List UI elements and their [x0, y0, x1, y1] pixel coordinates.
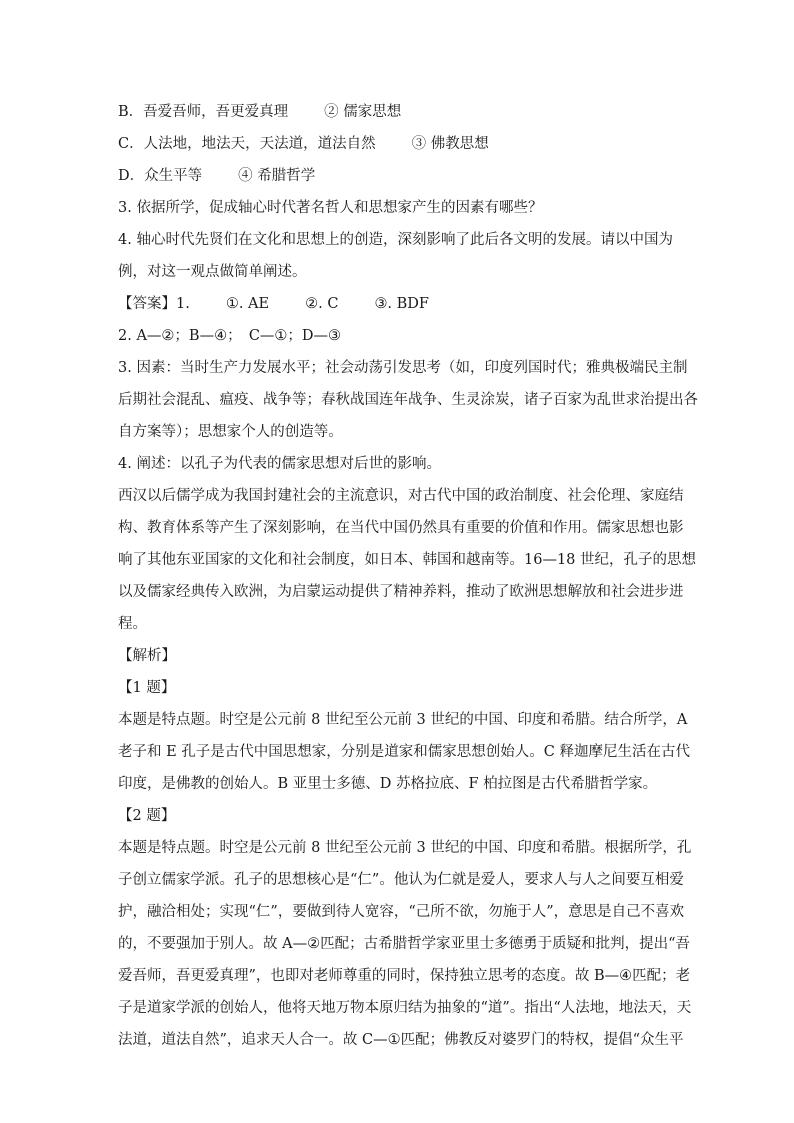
answer-2: 2. A—②；B—④； C—①；D—③	[118, 328, 342, 344]
analysis-section-1-label: 【1 题】	[118, 680, 176, 696]
option-c-match: ③ 佛教思想	[411, 136, 489, 152]
option-b-match: ② 儒家思想	[324, 104, 402, 120]
document-content	[118, 96, 698, 1056]
analysis-2-line-1: 本题是特点题。时空是公元前 8 世纪至公元前 3 世纪的中国、印度和希腊。根据所学，孔	[118, 840, 692, 856]
answer-4-line-3: 构、教育体系等产生了深刻影响，在当代中国仍然具有重要的价值和作用。儒家思想也影	[118, 520, 684, 536]
analysis-2-line-5: 爱吾师，吾更爱真理”，也即对老师尊重的同时，保持独立思考的态度。故 B—④匹配；老	[118, 968, 691, 984]
analysis-label: 【解析】	[118, 648, 176, 664]
answer-3-line-1: 3. 因素：当时生产力发展水平；社会动荡引发思考（如，印度列国时代；雅典极端民主制	[118, 360, 688, 376]
answer-1: 【答案】1. ①. AE ②. C ③. BDF	[118, 296, 429, 312]
answer-4-line-5: 以及儒家经典传入欧洲，为启蒙运动提供了精神养料，推动了欧洲思想解放和社会进步进	[118, 584, 684, 600]
question-4-line-1: 4. 轴心时代先贤们在文化和思想上的创造，深刻影响了此后各文明的发展。请以中国为	[118, 232, 673, 248]
answer-3-line-3: 自方案等）；思想家个人的创造等。	[118, 424, 343, 440]
answer-4-line-2: 西汉以后儒学成为我国封建社会的主流意识，对古代中国的政治制度、社会伦理、家庭结	[118, 488, 684, 504]
analysis-2-line-2: 子创立儒家学派。孔子的思想核心是“仁”。他认为仁就是爱人，要求人与人之间要互相爱	[118, 872, 684, 888]
question-4-line-2: 例，对这一观点做简单阐述。	[118, 264, 307, 280]
answer-label: 【答案】	[118, 296, 176, 312]
analysis-1-line-2: 老子和 E 孔子是古代中国思想家，分别是道家和儒家思想创始人。C 释迦摩尼生活在古代	[118, 744, 691, 760]
question-3: 3. 依据所学，促成轴心时代著名哲人和思想家产生的因素有哪些？	[118, 200, 543, 216]
analysis-1-line-3: 印度，是佛教的创始人。B 亚里士多德、D 苏格拉底、F 柏拉图是古代希腊哲学家。	[118, 776, 658, 792]
answer-4-line-4: 响了其他东亚国家的文化和社会制度，如日本、韩国和越南等。16—18 世纪，孔子的思想	[118, 552, 697, 568]
answer-3-line-2: 后期社会混乱、瘟疫、战争等；春秋战国连年战争、生灵涂炭，诸子百家为乱世求治提出各	[118, 392, 698, 408]
option-b: B．吾爱吾师，吾更爱真理 ② 儒家思想	[118, 104, 402, 120]
analysis-section-2-label: 【2 题】	[118, 808, 176, 824]
answer-4-line-1: 4. 阐述：以孔子为代表的儒家思想对后世的影响。	[118, 456, 441, 472]
analysis-2-line-7: 法道，道法自然”，追求天人合一。故 C—①匹配；佛教反对婆罗门的特权，提倡“众生平	[118, 1032, 684, 1048]
option-c: C．人法地，地法天，天法道，道法自然 ③ 佛教思想	[118, 136, 489, 152]
answer-4-line-6: 程。	[118, 616, 147, 632]
analysis-2-line-6: 子是道家学派的创始人，他将天地万物本原归结为抽象的“道”。指出“人法地，地法天，天	[118, 1000, 692, 1016]
analysis-2-line-4: 的，不要强加于别人。故 A—②匹配；古希腊哲学家亚里士多德勇于质疑和批判，提出“吾	[118, 936, 690, 952]
analysis-2-line-3: 护，融洽相处；实现“仁”，要做到待人宽容，“己所不欲，勿施于人”，意思是自己不喜欢	[118, 904, 685, 920]
option-d: D．众生平等 ④ 希腊哲学	[118, 168, 316, 184]
option-d-match: ④ 希腊哲学	[238, 168, 316, 184]
analysis-1-line-1: 本题是特点题。时空是公元前 8 世纪至公元前 3 世纪的中国、印度和希腊。结合所学，A	[118, 712, 688, 728]
